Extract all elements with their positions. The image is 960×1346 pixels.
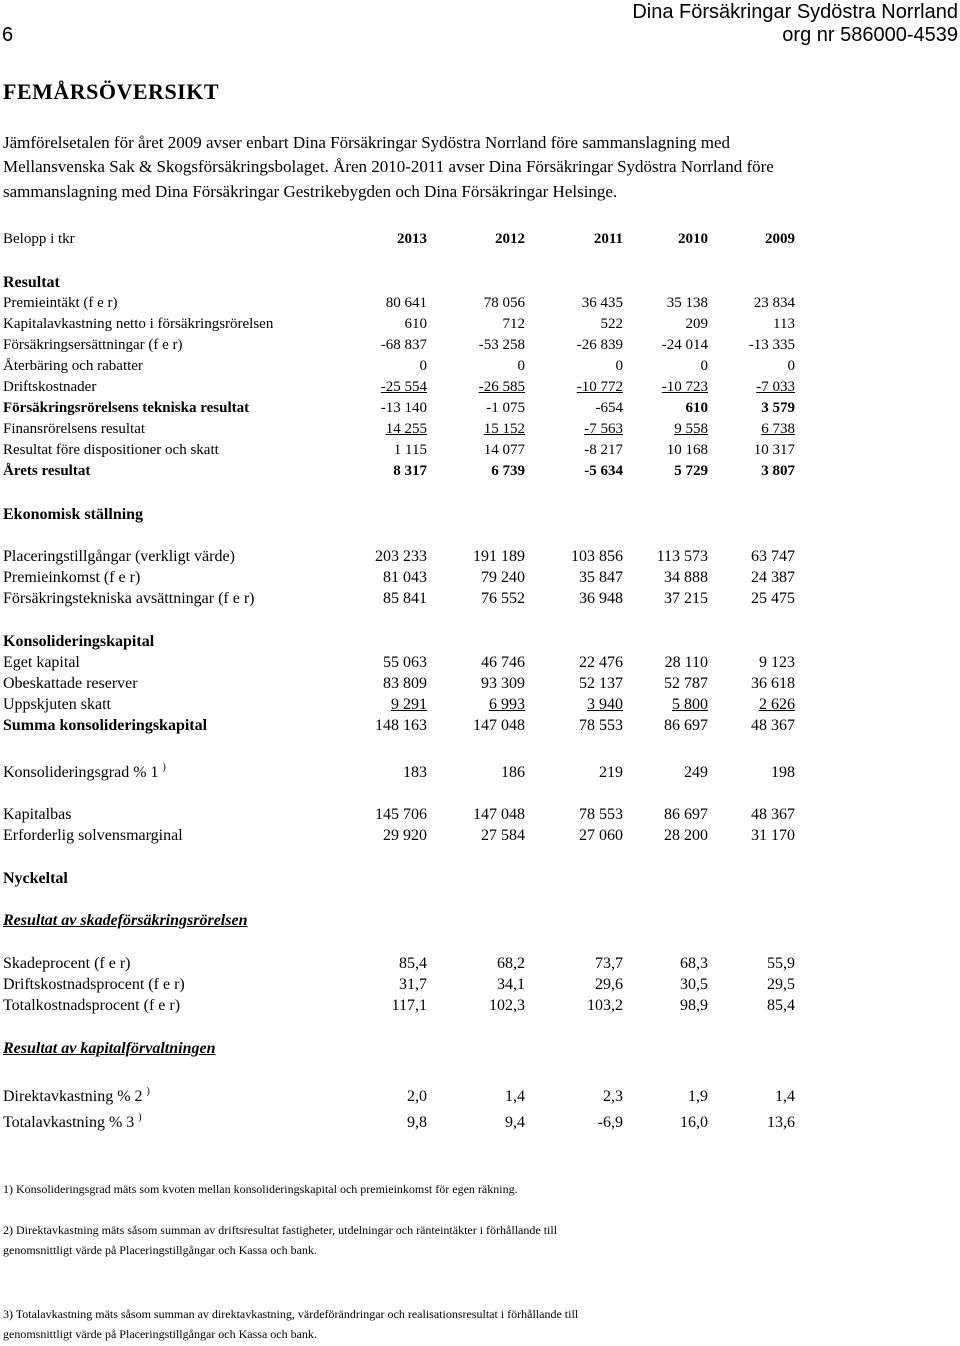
footnote-3-cont: genomsnittligt värde på Placeringstillgångar och Kassa och bank. — [3, 1327, 317, 1341]
row-label: Totalkostnadsprocent (f e r) — [3, 997, 181, 1014]
cell-value: 83 809 — [383, 675, 427, 692]
row-label: Resultat före dispositioner och skatt — [3, 442, 219, 458]
cell-value: -654 — [595, 400, 623, 416]
cell-value: 34,1 — [497, 976, 525, 993]
row-label: Årets resultat — [3, 463, 91, 479]
cell-value: -26 585 — [478, 379, 525, 395]
cell-value: -24 014 — [661, 337, 708, 353]
cell-value: 28 110 — [664, 654, 708, 671]
table-row — [3, 463, 803, 484]
cell-value: 35 138 — [666, 295, 708, 311]
table-row — [3, 400, 803, 421]
cell-value: 85 841 — [383, 590, 427, 607]
row-label — [3, 1114, 142, 1132]
cell-value: 23 834 — [753, 295, 795, 311]
cell-value: 610 — [685, 400, 708, 416]
cell-value: 0 — [419, 358, 427, 374]
cell-value: 10 168 — [666, 442, 708, 458]
row-label-text: Konsolideringsgrad % 1 — [3, 764, 159, 781]
cell-value: 78 553 — [579, 717, 623, 734]
cell-value: -6,9 — [597, 1114, 623, 1131]
cell-value: 46 746 — [481, 654, 525, 671]
cell-value: 68,2 — [497, 955, 525, 972]
footnote-marker: ) — [162, 762, 166, 773]
cell-value: 5 800 — [672, 696, 708, 713]
year-header: 2010 — [678, 231, 708, 247]
cell-value: 0 — [615, 358, 623, 374]
cell-value: 24 387 — [751, 569, 795, 586]
row-label: Skadeprocent (f e r) — [3, 955, 131, 972]
cell-value: 85,4 — [399, 955, 427, 972]
cell-value: 86 697 — [664, 717, 708, 734]
table-row — [3, 295, 803, 316]
table-row — [3, 696, 803, 717]
cell-value: 102,3 — [489, 997, 525, 1014]
cell-value: 113 — [773, 316, 795, 332]
cell-value: 34 888 — [664, 569, 708, 586]
table-row — [3, 337, 803, 358]
row-label: Kapitalbas — [3, 806, 72, 823]
table-row — [3, 654, 803, 675]
row-label-text: Direktavkastning % 2 — [3, 1088, 143, 1105]
table-row — [3, 955, 803, 976]
cell-value: 2,3 — [603, 1088, 623, 1105]
footnote-2-cont: genomsnittligt värde på Placeringstillgångar och Kassa och bank. — [3, 1243, 317, 1257]
cell-value: 22 476 — [579, 654, 623, 671]
cell-value: -26 839 — [576, 337, 623, 353]
cell-value: 15 152 — [483, 421, 525, 437]
cell-value: 1,4 — [505, 1088, 525, 1105]
cell-value: 3 807 — [761, 463, 795, 479]
cell-value: -25 554 — [380, 379, 427, 395]
cell-value: 148 163 — [375, 717, 427, 734]
cell-value: -13 335 — [748, 337, 795, 353]
cell-value: -13 140 — [380, 400, 427, 416]
row-label: Återbäring och rabatter — [3, 358, 143, 374]
cell-value: 147 048 — [473, 717, 525, 734]
cell-value: 3 940 — [587, 696, 623, 713]
cell-value: 52 787 — [664, 675, 708, 692]
footnote-2: 2) Direktavkastning mäts såsom summan av driftsresultat fastigheter, utdelningar och ränteintäkter i förhållande till — [3, 1223, 558, 1237]
cell-value: 0 — [517, 358, 525, 374]
table-header-row — [3, 231, 803, 252]
cell-value: -7 033 — [756, 379, 795, 395]
cell-value: -68 837 — [380, 337, 427, 353]
table-row — [3, 717, 803, 738]
row-label: Premieinkomst (f e r) — [3, 569, 141, 586]
cell-value: 3 579 — [761, 400, 795, 416]
cell-value: 209 — [685, 316, 708, 332]
table-row — [3, 827, 803, 848]
table-row — [3, 997, 803, 1018]
table-row — [3, 1114, 803, 1135]
cell-value: 85,4 — [767, 997, 795, 1014]
table-row — [3, 1088, 803, 1109]
cell-value: 6 993 — [489, 696, 525, 713]
row-label — [3, 764, 166, 782]
year-header: 2012 — [495, 231, 525, 247]
table-row — [3, 675, 803, 696]
cell-value: 5 729 — [674, 463, 708, 479]
table-row — [3, 764, 803, 785]
cell-value: 6 739 — [491, 463, 525, 479]
year-header: 2009 — [765, 231, 795, 247]
cell-value: 98,9 — [680, 997, 708, 1014]
cell-value: 30,5 — [680, 976, 708, 993]
cell-value: 9,8 — [407, 1114, 427, 1131]
cell-value: 198 — [771, 764, 795, 781]
cell-value: 37 215 — [664, 590, 708, 607]
cell-value: 79 240 — [481, 569, 525, 586]
table-row — [3, 976, 803, 997]
cell-value: 113 573 — [656, 548, 708, 565]
table-row — [3, 442, 803, 463]
table-row — [3, 806, 803, 827]
cell-value: 48 367 — [751, 717, 795, 734]
row-label: Eget kapital — [3, 654, 80, 671]
company-name: Dina Försäkringar Sydöstra Norrland — [632, 1, 958, 23]
table-row — [3, 379, 803, 400]
cell-value: 78 553 — [579, 806, 623, 823]
footnote-marker: ) — [138, 1112, 142, 1123]
section-heading-resultat: Resultat — [3, 274, 60, 291]
cell-value: 1,4 — [775, 1088, 795, 1105]
cell-value: -7 563 — [584, 421, 623, 437]
cell-value: 9 291 — [391, 696, 427, 713]
cell-value: 29,5 — [767, 976, 795, 993]
intro-line-1: Jämförelsetalen för året 2009 avser enbart Dina Försäkringar Sydöstra Norrland före sammanslagning med — [3, 133, 730, 152]
row-label: Försäkringsersättningar (f e r) — [3, 337, 183, 353]
cell-value: 14 077 — [483, 442, 525, 458]
cell-value: 249 — [684, 764, 708, 781]
section-heading-ekonomisk: Ekonomisk ställning — [3, 506, 144, 523]
cell-value: 2,0 — [407, 1088, 427, 1105]
cell-value: 186 — [501, 764, 525, 781]
footnote-marker: ) — [146, 1086, 150, 1097]
cell-value: 13,6 — [767, 1114, 795, 1131]
cell-value: -10 772 — [576, 379, 623, 395]
org-number: org nr 586000-4539 — [782, 24, 958, 46]
row-label: Finansrörelsens resultat — [3, 421, 146, 437]
row-label: Obeskattade reserver — [3, 675, 138, 692]
cell-value: 31,7 — [399, 976, 427, 993]
cell-value: 14 255 — [385, 421, 427, 437]
table-row — [3, 316, 803, 337]
subsection-heading-kapital: Resultat av kapitalförvaltningen — [3, 1040, 216, 1057]
row-label-text: Totalavkastning % 3 — [3, 1114, 135, 1131]
cell-value: 145 706 — [375, 806, 427, 823]
cell-value: -8 217 — [584, 442, 623, 458]
cell-value: 117,1 — [391, 997, 427, 1014]
cell-value: 27 584 — [481, 827, 525, 844]
cell-value: 0 — [787, 358, 795, 374]
row-label: Försäkringsrörelsens tekniska resultat — [3, 400, 250, 416]
cell-value: 27 060 — [579, 827, 623, 844]
amount-unit-label: Belopp i tkr — [3, 231, 75, 247]
cell-value: 0 — [700, 358, 708, 374]
cell-value: 16,0 — [680, 1114, 708, 1131]
row-label: Summa konsolideringskapital — [3, 717, 208, 734]
year-header: 2013 — [397, 231, 427, 247]
row-label: Försäkringstekniska avsättningar (f e r) — [3, 590, 255, 607]
footnote-1: 1) Konsolideringsgrad mäts som kvoten mellan konsolideringskapital och premieinkomst för egen räkning. — [3, 1182, 518, 1196]
footnote-3: 3) Totalavkastning mäts såsom summan av direktavkastning, värdeförändringar och realisationsresultat i förhållande till — [3, 1307, 579, 1321]
row-label: Erforderlig solvensmarginal — [3, 827, 183, 844]
cell-value: 80 641 — [385, 295, 427, 311]
cell-value: 9 123 — [759, 654, 795, 671]
section-heading-nyckeltal: Nyckeltal — [3, 870, 68, 887]
cell-value: 36 618 — [751, 675, 795, 692]
cell-value: 9,4 — [505, 1114, 525, 1131]
row-label: Placeringstillgångar (verkligt värde) — [3, 548, 235, 565]
cell-value: 219 — [599, 764, 623, 781]
cell-value: 191 189 — [473, 548, 525, 565]
cell-value: 52 137 — [579, 675, 623, 692]
table-row — [3, 358, 803, 379]
section-heading-konsolidering: Konsolideringskapital — [3, 633, 155, 650]
row-label: Driftskostnadsprocent (f e r) — [3, 976, 185, 993]
cell-value: 6 738 — [761, 421, 795, 437]
cell-value: 78 056 — [483, 295, 525, 311]
subsection-heading-skade: Resultat av skadeförsäkringsrörelsen — [3, 912, 248, 929]
cell-value: 522 — [600, 316, 623, 332]
cell-value: 1 115 — [393, 442, 427, 458]
cell-value: 610 — [404, 316, 427, 332]
cell-value: 103 856 — [571, 548, 623, 565]
cell-value: 55,9 — [767, 955, 795, 972]
row-label: Driftskostnader — [3, 379, 97, 395]
cell-value: 103,2 — [587, 997, 623, 1014]
cell-value: 76 552 — [481, 590, 525, 607]
cell-value: 2 626 — [759, 696, 795, 713]
table-row — [3, 421, 803, 442]
row-label: Premieintäkt (f e r) — [3, 295, 118, 311]
row-label: Kapitalavkastning netto i försäkringsrörelsen — [3, 316, 274, 332]
cell-value: 48 367 — [751, 806, 795, 823]
intro-line-3: sammanslagning med Dina Försäkringar Gestrikebygden och Dina Försäkringar Helsinge. — [3, 182, 618, 201]
cell-value: 81 043 — [383, 569, 427, 586]
cell-value: 28 200 — [664, 827, 708, 844]
cell-value: -5 634 — [584, 463, 623, 479]
page-title: FEMÅRSÖVERSIKT — [3, 79, 220, 104]
cell-value: -1 075 — [486, 400, 525, 416]
row-label: Uppskjuten skatt — [3, 696, 111, 713]
cell-value: 25 475 — [751, 590, 795, 607]
cell-value: 86 697 — [664, 806, 708, 823]
cell-value: 31 170 — [751, 827, 795, 844]
cell-value: 29,6 — [595, 976, 623, 993]
cell-value: 10 317 — [753, 442, 795, 458]
cell-value: 183 — [403, 764, 427, 781]
cell-value: 712 — [502, 316, 525, 332]
cell-value: 147 048 — [473, 806, 525, 823]
table-row — [3, 569, 803, 590]
cell-value: 8 317 — [393, 463, 427, 479]
cell-value: -53 258 — [478, 337, 525, 353]
cell-value: 55 063 — [383, 654, 427, 671]
cell-value: 29 920 — [383, 827, 427, 844]
cell-value: 203 233 — [375, 548, 427, 565]
cell-value: 9 558 — [674, 421, 708, 437]
cell-value: 73,7 — [595, 955, 623, 972]
cell-value: -10 723 — [661, 379, 708, 395]
year-header: 2011 — [593, 231, 623, 247]
table-row — [3, 548, 803, 569]
row-label — [3, 1088, 150, 1106]
page-number: 6 — [2, 24, 14, 46]
table-row — [3, 590, 803, 611]
cell-value: 36 948 — [579, 590, 623, 607]
cell-value: 1,9 — [688, 1088, 708, 1105]
intro-line-2: Mellansvenska Sak & Skogsförsäkringsbolaget. Åren 2010-2011 avser Dina Försäkringar Sydöstra Norrland före — [3, 157, 774, 176]
cell-value: 68,3 — [680, 955, 708, 972]
cell-value: 93 309 — [481, 675, 525, 692]
cell-value: 36 435 — [581, 295, 623, 311]
cell-value: 63 747 — [751, 548, 795, 565]
cell-value: 35 847 — [579, 569, 623, 586]
